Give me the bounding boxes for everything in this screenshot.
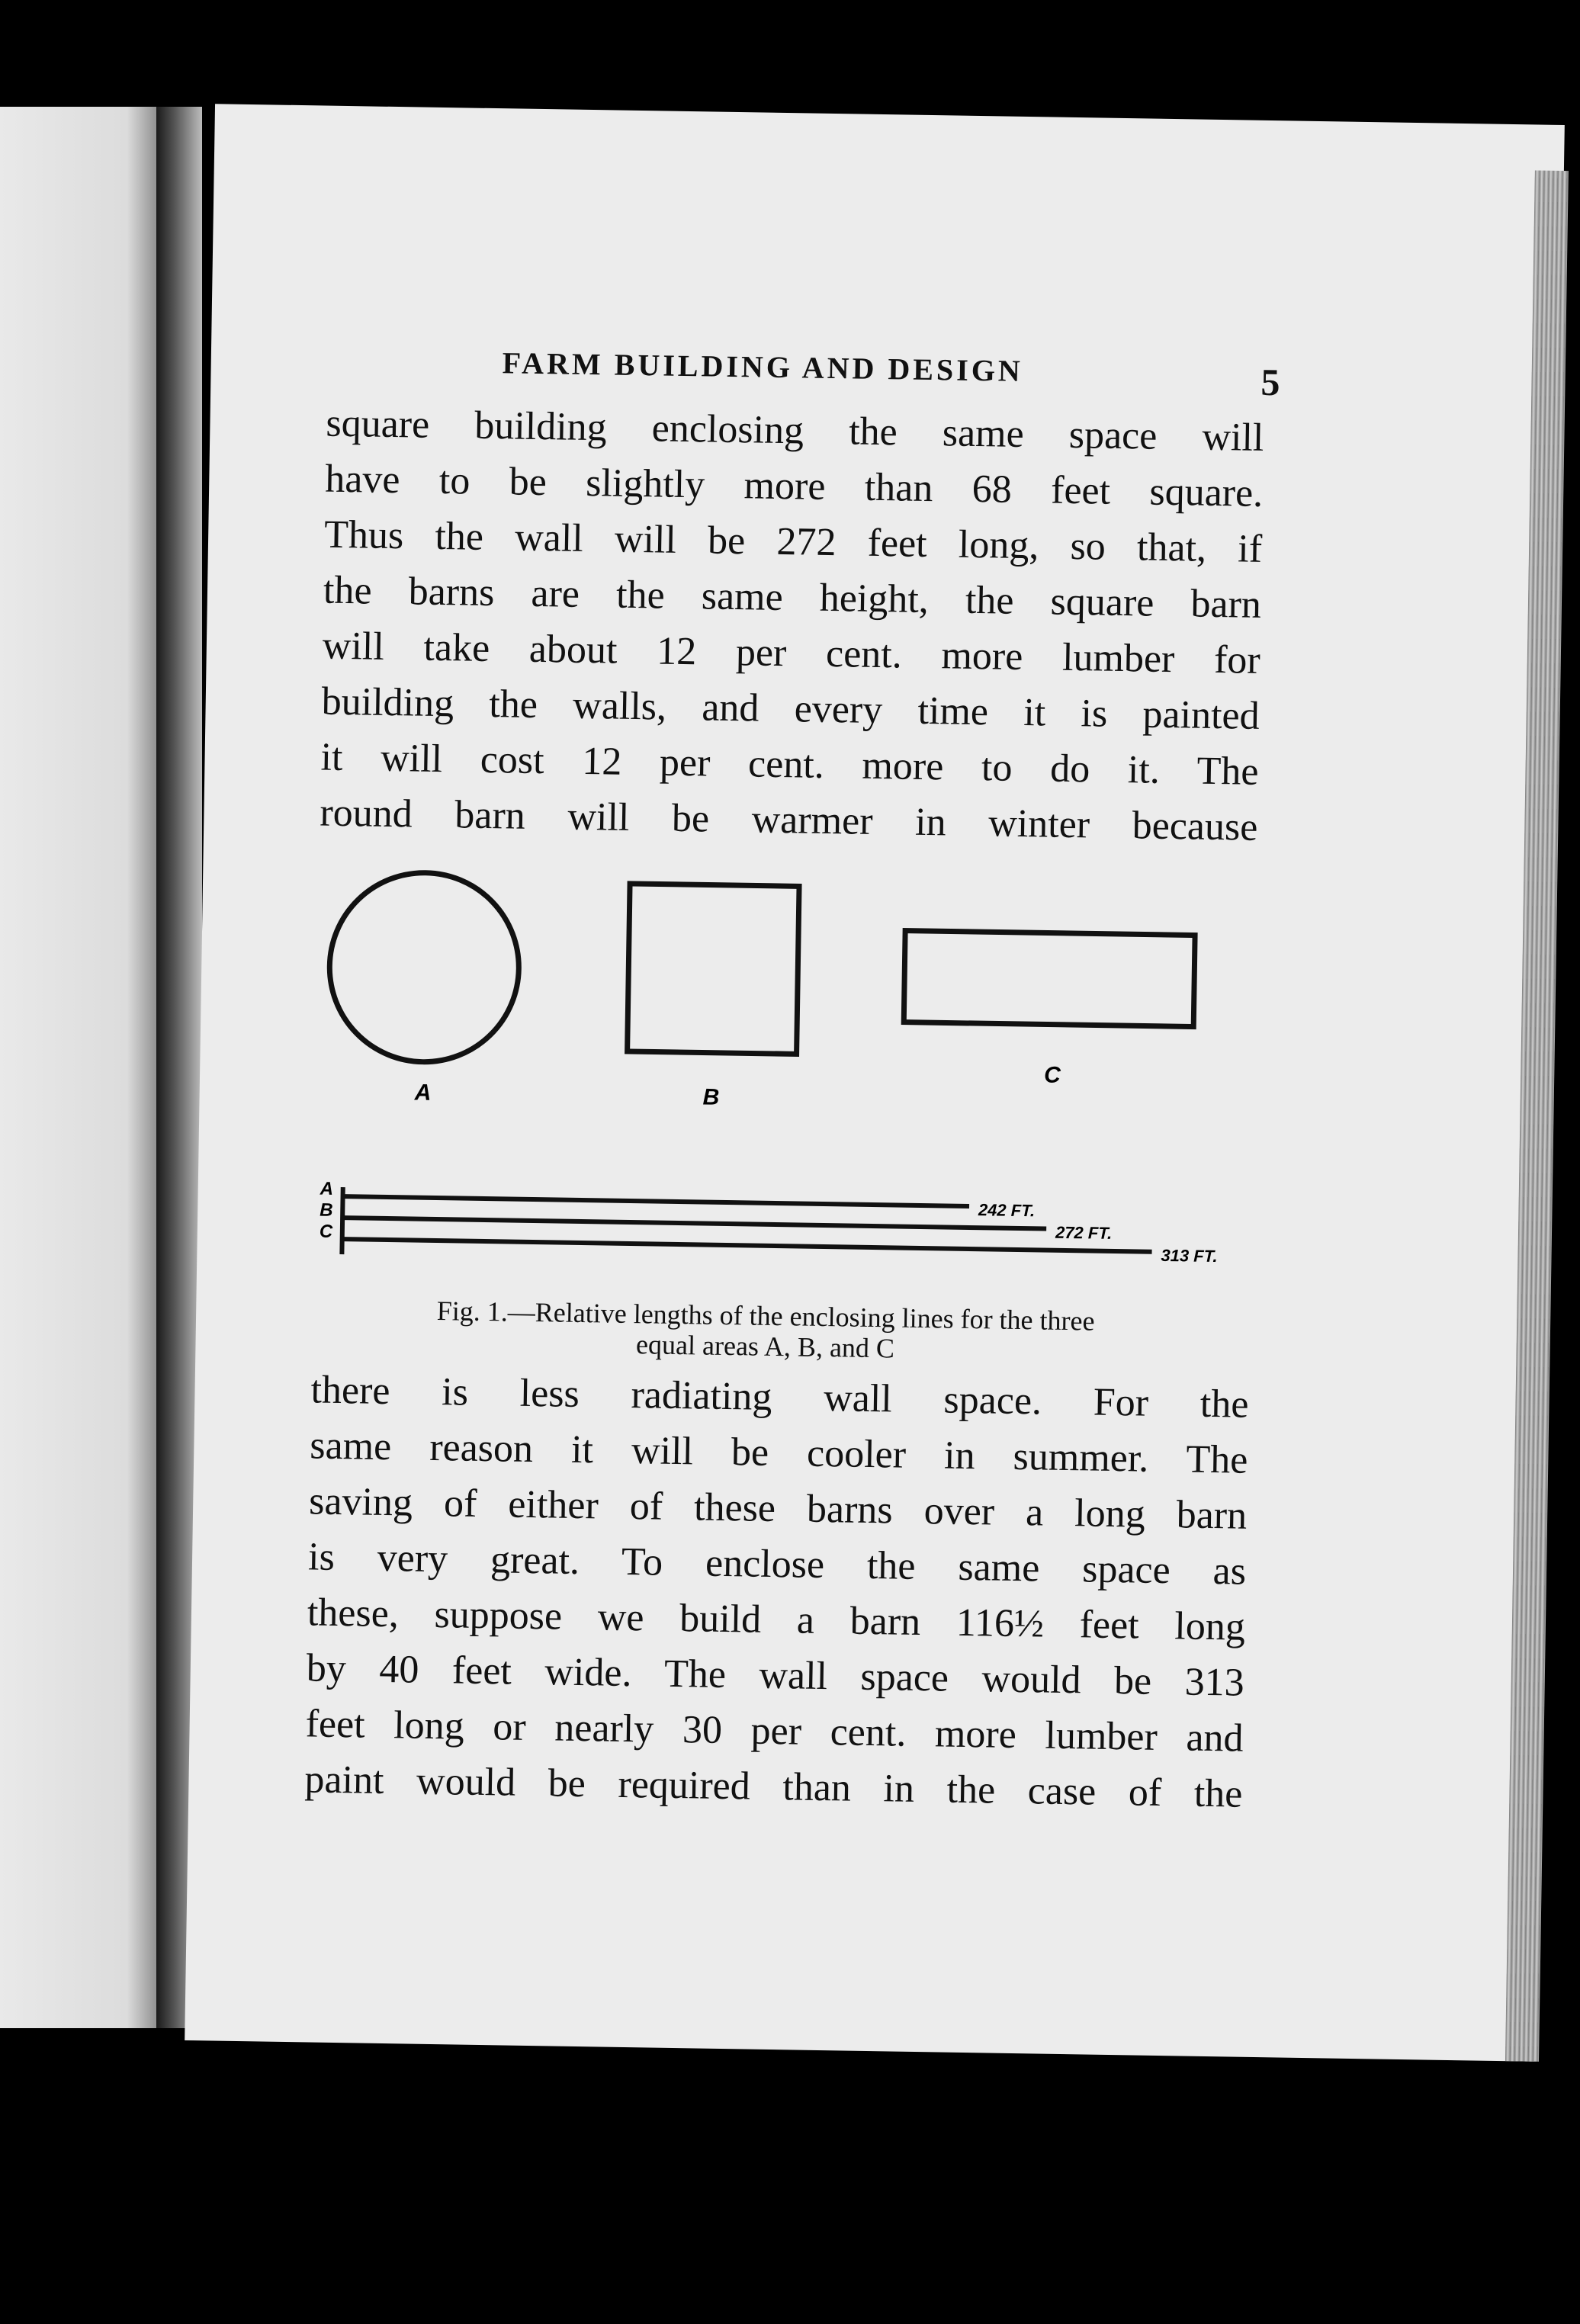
length-label-c: 313 FT. — [1161, 1245, 1218, 1266]
text-line: same reason it will be cooler in summer. The — [309, 1424, 1248, 1482]
text-line: there is less radiating wall space. For the — [310, 1368, 1249, 1427]
paragraph-2 — [304, 1362, 1249, 1822]
text-line: building the walls, and every time it is painted — [321, 679, 1260, 738]
length-label-a: 242 FT. — [978, 1200, 1036, 1221]
caption-line: Fig. 1.—Relative lengths of the enclosing lines for the three — [436, 1295, 1095, 1337]
page-number: 5 — [1260, 360, 1280, 404]
length-line-c — [344, 1239, 1152, 1252]
page-stack-edge — [1505, 170, 1569, 2061]
shape-label-a: A — [414, 1080, 432, 1106]
text-line: is very great. To enclose the same space as — [307, 1535, 1247, 1594]
line-label-b: B — [320, 1199, 333, 1221]
shape-label-c: C — [1043, 1062, 1061, 1088]
text-line: feet long or nearly 30 per cent. more lumber and — [305, 1702, 1244, 1761]
length-line-b — [344, 1218, 1046, 1228]
text-line: will take about 12 per cent. more lumber for — [322, 624, 1261, 682]
line-label-c: C — [319, 1221, 333, 1242]
shape-a-circle — [328, 872, 520, 1064]
shape-label-b: B — [702, 1084, 720, 1110]
shape-b-square — [628, 884, 799, 1054]
figure-1-diagram — [313, 867, 1257, 1308]
text-line: Thus the wall will be 272 feet long, so that, if — [323, 512, 1263, 571]
text-line: round barn will be warmer in winter because — [320, 791, 1258, 849]
paragraph-1 — [320, 396, 1264, 855]
running-title: FARM BUILDING AND DESIGN — [502, 345, 1024, 388]
length-lines — [343, 1190, 1218, 1266]
text-line: the barns are the same height, the square barn — [323, 568, 1262, 627]
text-line: it will cost 12 per cent. more to do it. The — [320, 735, 1259, 794]
figure-caption — [319, 1294, 1212, 1369]
text-line: have to be slightly more than 68 feet square. — [324, 457, 1264, 515]
text-line: square building enclosing the same space will — [326, 401, 1264, 460]
previous-page-edge — [0, 107, 181, 2028]
running-head — [326, 342, 1280, 404]
text-line: these, suppose we build a barn 116½ feet long — [307, 1591, 1246, 1649]
caption-line: equal areas A, B, and C — [635, 1329, 895, 1364]
length-label-b: 272 FT. — [1055, 1222, 1113, 1243]
page-content — [304, 342, 1280, 1822]
length-line-a — [345, 1196, 969, 1206]
book-page — [185, 104, 1565, 2061]
text-line: paint would be required than in the case of the — [304, 1757, 1243, 1816]
text-line: by 40 feet wide. The wall space would be 313 — [306, 1646, 1245, 1705]
shape-c-rectangle — [904, 931, 1195, 1027]
figure-1 — [310, 867, 1257, 1430]
text-line: saving of either of these barns over a long barn — [308, 1479, 1248, 1538]
line-label-a: A — [320, 1178, 334, 1199]
